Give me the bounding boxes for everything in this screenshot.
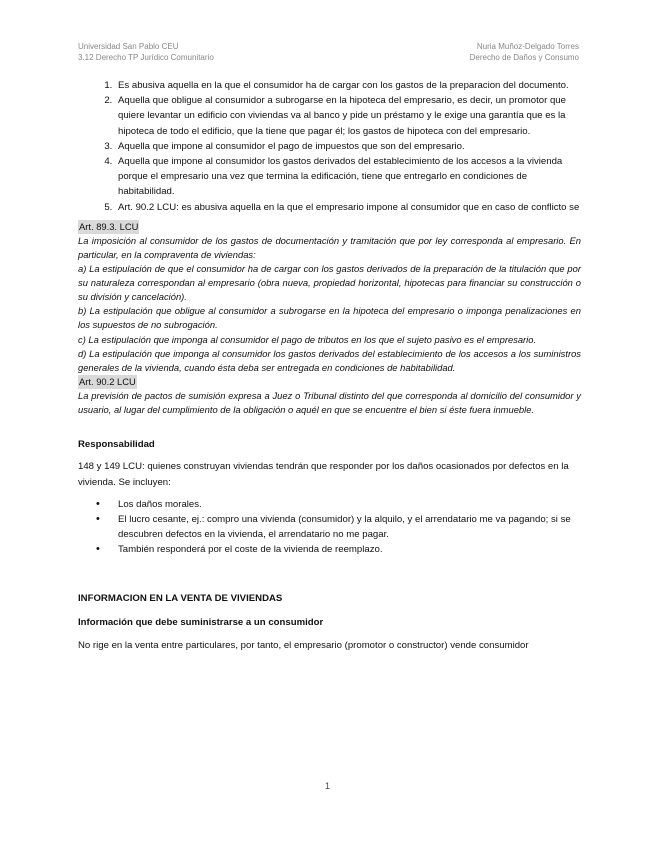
list-item: 4. Aquella que impone al consumidor los gastos derivados del establecimiento de los accesos a la vivienda porque el empresario una vez que termina la edificación, tiene que entregarlo en condiciones de habitabilidad. bbox=[115, 154, 581, 200]
list-item: 1. Es abusiva aquella en la que el consumidor ha de cargar con los gastos de la preparacion del documento. bbox=[115, 78, 581, 93]
document-body bbox=[78, 78, 581, 653]
art-89-3-paragraph: c) La estipulación que imponga al consumidor el pago de tributos en los que el sujeto pasivo es el empresario. bbox=[78, 333, 537, 345]
art-89-3-paragraph: a) La estipulación de que el consumidor ha de cargar con los gastos derivados de la preparación de la titulación que por su naturaleza correspondan al empresario (obra nueva, propiedad horizontal, hipotecas para financiar su construcción o su división y cancelación). bbox=[78, 263, 581, 303]
page-number: 1 bbox=[324, 781, 330, 791]
art-89-3-reference: Art. 89.3. LCU bbox=[78, 220, 139, 234]
list-item: 2. Aquella que obligue al consumidor a subrogarse en la hipoteca del empresario, es decir, un promotor que quiere levantar un edificio con viviendas va al banco y pide un préstamo y le exige una garantía que es la hipoteca de todo el edificio, que la tiene que pagar él; los gastos de hipoteca con del empresario. bbox=[115, 93, 581, 139]
bullet-item: • También responderá por el coste de la vivienda de reemplazo. bbox=[115, 542, 581, 557]
list-item: 3. Aquella que impone al consumidor el pago de impuestos que son del empresario. bbox=[115, 139, 581, 154]
art-90-2-paragraph: La previsión de pactos de sumisión expresa a Juez o Tribunal distinto del que corresponda al domicilio del consumidor y usuario, al lugar del cumplimiento de la obligación o aquél en que se encuentre el bien si éste fuera inmueble. bbox=[78, 389, 581, 416]
header-left bbox=[78, 41, 214, 63]
header-subject: Derecho de Daños y Consumo bbox=[469, 53, 579, 62]
numbered-list bbox=[78, 78, 581, 215]
informacion-text: No rige en la venta entre particulares, por tanto, el empresario (promotor o constructor) vende consumidor bbox=[78, 639, 529, 651]
header-right bbox=[470, 41, 579, 63]
responsabilidad-intro: 148 y 149 LCU: quienes construyan viviendas tendrán que responder por los daños ocasionados por defectos en la vivienda. Se incluyen: bbox=[78, 461, 569, 488]
list-item: 5. Art. 90.2 LCU: es abusiva aquella en la que el empresario impone al consumidor que en caso de conflicto se bbox=[115, 200, 581, 215]
header-course: 3.12 Derecho TP Jurídico Comunitario bbox=[78, 53, 214, 62]
header-university: Universidad San Pablo CEU bbox=[78, 42, 179, 51]
art-90-2-reference: Art. 90.2 LCU bbox=[78, 375, 137, 389]
bullet-item: • Los daños morales. bbox=[115, 497, 581, 512]
art-89-3-block bbox=[78, 220, 581, 417]
art-89-3-paragraph: d) La estipulación que imponga al consumidor los gastos derivados del establecimiento de los accesos a los suministros generales de la vivienda, cuando ésta deba ser entregada en condiciones de habitabilidad. bbox=[78, 347, 581, 373]
responsabilidad-heading: Responsabilidad bbox=[78, 439, 155, 451]
informacion-subheading: Información que debe suministrarse a un consumidor bbox=[78, 616, 324, 628]
bullet-item: • El lucro cesante, ej.: compro una vivienda (consumidor) y la alquilo, y el arrendatario me va pagando; si se descubren defectos en la vivienda, el arrendatario no me pagar. bbox=[115, 512, 581, 542]
header-author: Nuria Muñoz-Delgado Torres bbox=[476, 42, 579, 51]
responsabilidad-bullets bbox=[78, 497, 581, 558]
art-89-3-paragraph: La imposición al consumidor de los gastos de documentación y tramitación que por ley corresponda al empresario. En particular, en la compraventa de viviendas: bbox=[78, 234, 581, 261]
art-89-3-paragraph: b) La estipulación que obligue al consumidor a subrogarse en la hipoteca del empresario o imponga penalizaciones en los supuestos de no subrogación. bbox=[78, 305, 581, 331]
informacion-heading: INFORMACION EN LA VENTA DE VIVIENDAS bbox=[78, 592, 283, 604]
